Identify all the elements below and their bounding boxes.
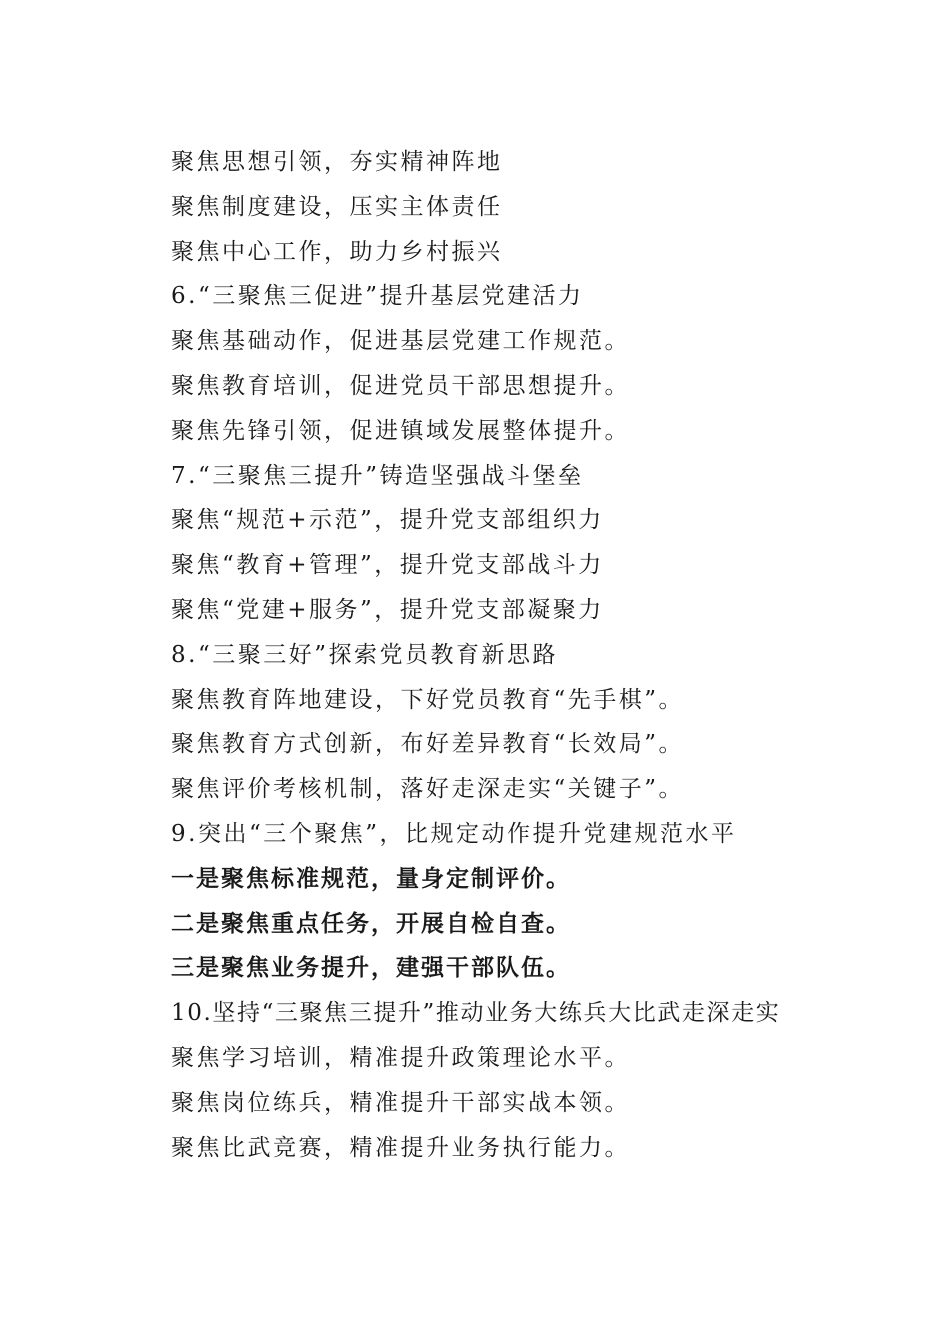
text-line: 聚焦基础动作，促进基层党建工作规范。 xyxy=(171,328,630,355)
text-line: 聚焦岗位练兵，精准提升干部实战本领。 xyxy=(171,1089,630,1116)
text-line: 聚焦中心工作，助力乡村振兴 xyxy=(171,238,503,265)
document-body xyxy=(171,140,911,1170)
text-line: 聚焦“规范+示范”，提升党支部组织力 xyxy=(171,507,604,534)
section-heading: 8.“三聚三好”探索党员教育新思路 xyxy=(171,641,558,668)
text-line: 聚焦思想引领，夯实精神阵地 xyxy=(171,149,503,175)
bold-text-line: 三是聚焦业务提升，建强干部队伍。 xyxy=(171,954,571,982)
section-heading: 6.“三聚焦三促进”提升基层党建活力 xyxy=(171,283,584,310)
text-line: 聚焦学习培训，精准提升政策理论水平。 xyxy=(171,1044,630,1071)
text-line: 聚焦教育阵地建设，下好党员教育“先手棋”。 xyxy=(171,686,685,713)
text-line: 聚焦先锋引领，促进镇域发展整体提升。 xyxy=(171,417,630,444)
section-heading: 10.坚持“三聚焦三提升”推动业务大练兵大比武走深走实 xyxy=(171,1000,781,1027)
text-line: 聚焦教育培训，促进党员干部思想提升。 xyxy=(171,372,630,399)
section-heading: 7.“三聚焦三提升”铸造坚强战斗堡垒 xyxy=(171,462,584,489)
text-line: 聚焦评价考核机制，落好走深走实“关键子”。 xyxy=(171,776,685,803)
text-line: 聚焦“党建+服务”，提升党支部凝聚力 xyxy=(171,596,604,623)
text-line: 聚焦“教育+管理”，提升党支部战斗力 xyxy=(171,552,604,579)
text-line: 聚焦制度建设，压实主体责任 xyxy=(171,193,503,220)
bold-text-line: 一是聚焦标准规范，量身定制评价。 xyxy=(171,864,571,892)
section-heading: 9.突出“三个聚焦”，比规定动作提升党建规范水平 xyxy=(171,820,737,847)
text-line: 聚焦教育方式创新，布好差异教育“长效局”。 xyxy=(171,731,685,758)
text-line: 聚焦比武竞赛，精准提升业务执行能力。 xyxy=(171,1134,630,1161)
bold-text-line: 二是聚焦重点任务，开展自检自查。 xyxy=(171,909,571,937)
